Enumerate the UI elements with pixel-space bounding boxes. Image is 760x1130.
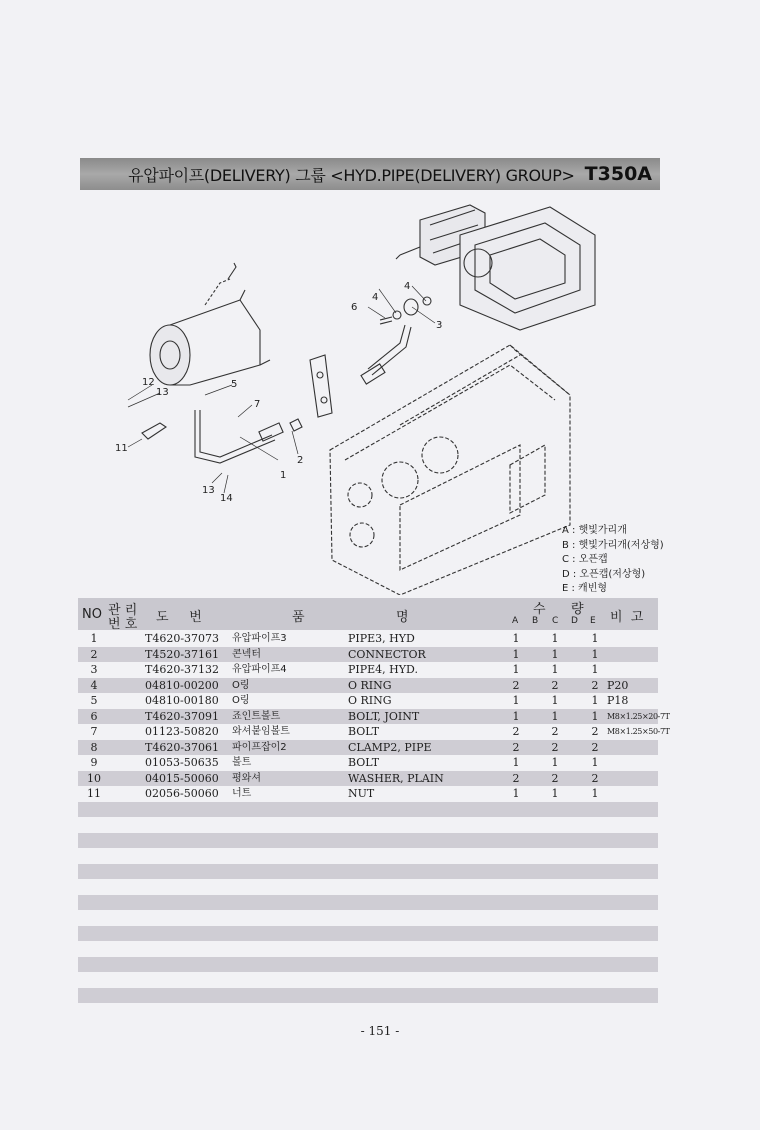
header-drawing-no: 도 번	[156, 610, 202, 625]
legend-item-b: B : 햇빛가리개(저상형)	[562, 539, 664, 551]
table-row: 4 04810-00200 O링 O RING 2 2 2 P20	[78, 678, 658, 694]
legend-item-c: C : 오픈캡	[562, 554, 608, 565]
table-row: 1 T4620-37073 유압파이프3 PIPE3, HYD 1 1 1	[90, 632, 599, 645]
table-row: 10 04015-50060 평와셔 WASHER, PLAIN 2 2 2	[78, 771, 658, 787]
empty-row-stripe	[78, 926, 658, 941]
svg-text:13: 13	[156, 387, 169, 398]
svg-text:12: 12	[142, 377, 155, 388]
table-row: 3 T4620-37132 유압파이프4 PIPE4, HYD. 1 1 1	[90, 663, 599, 676]
table-row: 5 04810-00180 O링 O RING 1 1 1 P18	[90, 694, 629, 707]
legend-item-e: E : 캐빈형	[562, 583, 608, 594]
section-title-bar	[80, 158, 660, 190]
svg-text:4: 4	[404, 281, 411, 292]
pipe-3	[361, 325, 411, 384]
table-row: 6 T4620-37091 죠인트볼트 BOLT, JOINT 1 1 1 M8×1.25×20-7T	[78, 709, 658, 725]
svg-text:4: 4	[372, 292, 379, 303]
model-code: T350A	[584, 163, 652, 185]
legend-item-a: A : 햇빛가리개	[562, 525, 627, 536]
header-no: NO	[82, 607, 102, 622]
section-title: 유압파이프(DELIVERY) 그룹 <HYD.PIPE(DELIVERY) GROUP>	[128, 165, 575, 185]
header-col-d: D	[571, 616, 578, 626]
header-col-a: A	[512, 616, 519, 626]
clamp-11	[142, 423, 166, 439]
empty-row-stripe	[78, 988, 658, 1003]
table-row: 7 01123-50820 와셔붙임볼트 BOLT 2 2 2 M8×1.25×50-7T	[90, 725, 670, 738]
svg-text:5: 5	[231, 379, 238, 390]
empty-row-stripe	[78, 895, 658, 910]
empty-row-stripe	[78, 802, 658, 817]
svg-text:2: 2	[297, 455, 304, 466]
header-mgmt-bottom: 번 호	[108, 617, 138, 632]
parts-table-body	[78, 631, 670, 802]
header-col-c: C	[552, 616, 559, 626]
header-mgmt-top: 관 리	[108, 603, 138, 618]
svg-text:7: 7	[254, 399, 261, 410]
svg-text:14: 14	[220, 493, 233, 504]
empty-row-stripe	[78, 957, 658, 972]
callout-leaders	[128, 286, 435, 493]
page-number: - 151 -	[360, 1024, 400, 1038]
empty-row-stripe	[78, 833, 658, 848]
svg-text:6: 6	[351, 302, 358, 313]
header-qty-1: 수	[533, 602, 546, 617]
header-remark: 비 고	[610, 610, 644, 625]
header-col-e: E	[590, 616, 596, 626]
svg-text:11: 11	[115, 443, 128, 454]
parts-table-header	[78, 598, 658, 630]
header-part-name-1: 품	[292, 610, 305, 625]
svg-text:3: 3	[436, 320, 443, 331]
svg-text:13: 13	[202, 485, 215, 496]
header-col-b: B	[532, 616, 539, 626]
transmission-case	[330, 345, 570, 595]
table-row: 2 T4520-37161 콘넥터 CONNECTOR 1 1 1	[78, 647, 658, 663]
header-qty-2: 량	[571, 602, 584, 617]
variant-legend	[562, 524, 664, 597]
legend-item-d: D : 오픈캡(저상형)	[562, 568, 646, 580]
hydraulic-pump	[150, 263, 270, 385]
table-row: 9 01053-50635 볼트 BOLT 1 1 1	[90, 756, 599, 769]
empty-row-stripe	[78, 864, 658, 879]
header-part-name-2: 명	[396, 610, 409, 625]
svg-text:1: 1	[280, 470, 287, 481]
pipe-clamp-bracket	[310, 355, 332, 417]
pipe-1	[195, 410, 302, 463]
table-row: 8 T4620-37061 파이프잡이2 CLAMP2, PIPE 2 2 2	[78, 740, 658, 756]
table-row: 11 02056-50060 너트 NUT 1 1 1	[87, 787, 599, 800]
